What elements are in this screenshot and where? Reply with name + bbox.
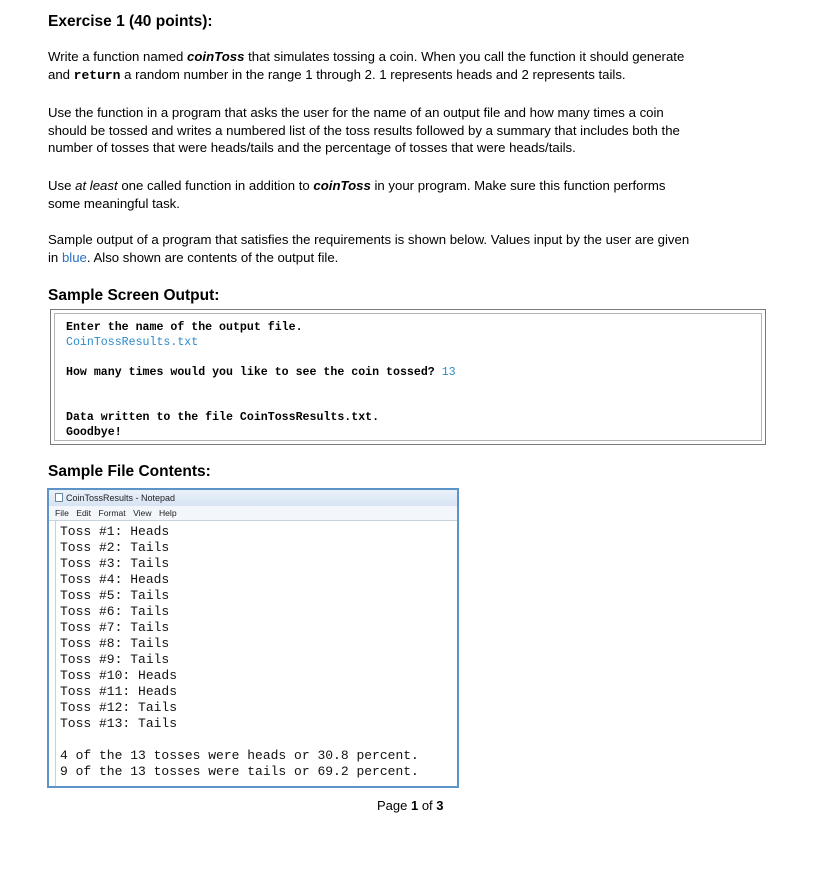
file-line: Toss #1: Heads <box>60 524 170 539</box>
text: should be tossed and writes a numbered list of the toss results followed by a summary that includes both the <box>48 122 680 138</box>
text: and <box>48 66 74 82</box>
function-name: coinToss <box>187 49 245 64</box>
console-prompt-filename: Enter the name of the output file. <box>66 321 303 334</box>
function-name: coinToss <box>313 178 371 193</box>
notepad-titlebar[interactable] <box>49 490 457 506</box>
text: of <box>418 798 437 813</box>
notepad-icon <box>55 493 63 502</box>
sample-file-heading: Sample File Contents: <box>48 463 211 480</box>
text: number of tosses that were heads/tails and the percentage of tosses that were heads/tails. <box>48 140 576 155</box>
file-line: Toss #9: Tails <box>60 652 170 667</box>
file-line: Toss #13: Tails <box>60 716 178 731</box>
text: Use <box>48 178 76 193</box>
current-page: 1 <box>410 798 419 813</box>
notepad-window <box>47 488 459 788</box>
notepad-text-area[interactable] <box>49 521 457 786</box>
notepad-menubar <box>49 506 457 521</box>
file-line: Toss #6: Tails <box>60 604 170 619</box>
file-line: Toss #3: Tails <box>60 556 170 571</box>
return-keyword: return <box>73 67 121 83</box>
notepad-title: CoinTossResults - Notepad <box>66 493 176 503</box>
notepad-gutter <box>49 521 56 786</box>
console-output-box <box>50 309 766 445</box>
menu-file[interactable]: File <box>55 508 69 518</box>
text: some meaningful task. <box>48 195 180 211</box>
blue-word: blue <box>61 249 87 265</box>
file-line: Toss #2: Tails <box>60 540 170 555</box>
menu-view[interactable]: View <box>133 508 152 518</box>
instructions-paragraph-4 <box>48 231 788 266</box>
instructions-paragraph-2 <box>48 104 788 157</box>
total-pages: 3 <box>436 798 444 813</box>
text: . Also shown are contents of the output file. <box>86 249 339 265</box>
instructions-paragraph-3 <box>48 177 788 212</box>
console-prompt-count <box>66 366 456 379</box>
file-line: Toss #10: Heads <box>60 668 178 683</box>
exercise-title: Exercise 1 (40 points): <box>48 13 213 30</box>
console-goodbye-message: Goodbye! <box>66 426 122 439</box>
text: Sample output of a program that satisfies the requirements is shown below. Values input by the user are given <box>48 232 690 247</box>
file-line: Toss #4: Heads <box>60 572 170 587</box>
file-line: Toss #11: Heads <box>60 684 178 699</box>
text: How many times would you like to see the coin tossed? <box>66 366 442 379</box>
file-line: Toss #5: Tails <box>60 588 170 603</box>
menu-help[interactable]: Help <box>158 508 177 518</box>
sample-screen-heading: Sample Screen Output: <box>48 287 220 304</box>
page-indicator <box>377 798 444 813</box>
text: Use the function in a program that asks the user for the name of an output file and how many times a coin <box>48 105 664 120</box>
console-input-count: 13 <box>441 366 456 379</box>
instructions-paragraph-1 <box>48 48 788 84</box>
file-line: Toss #12: Tails <box>60 700 178 715</box>
text: Write a function named <box>48 49 188 64</box>
text: a random number in the range 1 through 2. 1 represents heads and 2 represents tails. <box>120 66 626 82</box>
console-written-message: Data written to the file CoinTossResults.txt. <box>66 411 380 424</box>
menu-edit[interactable]: Edit <box>76 508 92 518</box>
emphasis: at least <box>75 178 118 193</box>
text: that simulates tossing a coin. When you call the function it should generate <box>244 49 685 64</box>
text: Page <box>377 798 411 813</box>
console-input-filename: CoinTossResults.txt <box>66 336 199 349</box>
text: in <box>48 249 62 265</box>
menu-format[interactable]: Format <box>98 508 126 518</box>
file-summary-tails: 9 of the 13 tosses were tails or 69.2 percent. <box>60 764 419 779</box>
console-inner-frame <box>54 313 762 441</box>
text: in your program. Make sure this function performs <box>370 178 666 193</box>
text: one called function in addition to <box>117 178 314 193</box>
file-summary-heads: 4 of the 13 tosses were heads or 30.8 percent. <box>60 748 419 763</box>
file-line: Toss #8: Tails <box>60 636 170 651</box>
file-line: Toss #7: Tails <box>60 620 170 635</box>
